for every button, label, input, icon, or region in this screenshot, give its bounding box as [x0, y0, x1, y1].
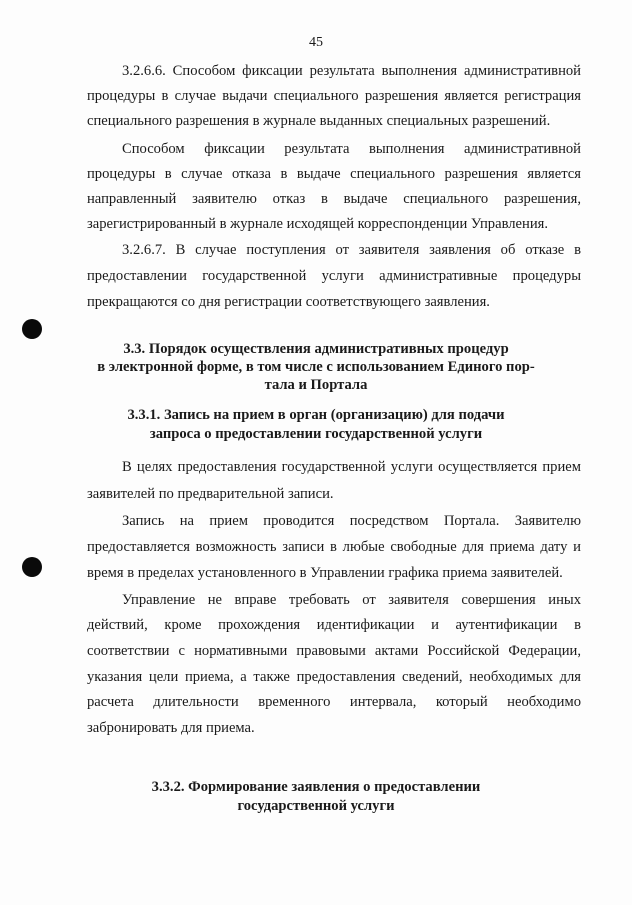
- paragraph-line: 3.2.6.7. В случае поступления от заявителя заявления об отказе в: [122, 242, 581, 258]
- subsection-heading: 3.3.2. Формирование заявления о предоставлении: [151, 779, 481, 795]
- paragraph-line: процедуры в случае отказа в выдаче специального разрешения является: [87, 166, 581, 182]
- page-number: 45: [309, 35, 323, 50]
- section-heading: тала и Портала: [264, 377, 368, 393]
- paragraph-line: предоставляется возможность записи в любые свободные для приема дату и: [87, 539, 581, 555]
- punch-hole-bottom: [22, 557, 42, 577]
- subsection-heading: запроса о предоставлении государственной услуги: [149, 426, 483, 442]
- paragraph-line: заявителей по предварительной записи.: [87, 486, 334, 502]
- paragraph-line: Управление не вправе требовать от заявителя совершения иных: [122, 592, 581, 608]
- paragraph-line: прекращаются со дня регистрации соответствующего заявления.: [87, 294, 490, 310]
- paragraph-line: В целях предоставления государственной услуги осуществляется прием: [122, 459, 581, 475]
- paragraph-line: расчета длительности временного интервала, который необходимо: [87, 694, 581, 710]
- subsection-heading: 3.3.1. Запись на прием в орган (организацию) для подачи: [127, 407, 505, 423]
- paragraph-line: направленный заявителю отказ в выдаче специального разрешения,: [87, 191, 581, 207]
- paragraph-line: Запись на прием проводится посредством Портала. Заявителю: [122, 513, 581, 529]
- paragraph-line: предоставлении государственной услуги административные процедуры: [87, 268, 581, 284]
- subsection-heading: государственной услуги: [237, 798, 395, 814]
- paragraph-line: забронировать для приема.: [87, 720, 255, 736]
- punch-hole-top: [22, 319, 42, 339]
- paragraph-line: Способом фиксации результата выполнения административной: [122, 141, 581, 157]
- paragraph-line: действий, кроме прохождения идентификации и аутентификации в: [87, 617, 581, 633]
- paragraph-line: соответствии с нормативными правовыми актами Российской Федерации,: [87, 643, 581, 659]
- paragraph-line: указания цели приема, а также предоставления сведений, необходимых для: [87, 669, 581, 685]
- paragraph-line: процедуры в случае выдачи специального разрешения является регистрация: [87, 88, 581, 104]
- paragraph-line: 3.2.6.6. Способом фиксации результата выполнения административной: [122, 63, 581, 79]
- paragraph-line: специального разрешения в журнале выданных специальных разрешений.: [87, 113, 551, 129]
- section-heading: 3.3. Порядок осуществления административных процедур: [123, 341, 509, 357]
- paragraph-line: время в пределах установленного в Управлении графика приема заявителей.: [87, 565, 563, 581]
- section-heading: в электронной форме, в том числе с использованием Единого пор-: [97, 359, 535, 375]
- paragraph-line: зарегистрированный в журнале исходящей корреспонденции Управления.: [87, 216, 549, 232]
